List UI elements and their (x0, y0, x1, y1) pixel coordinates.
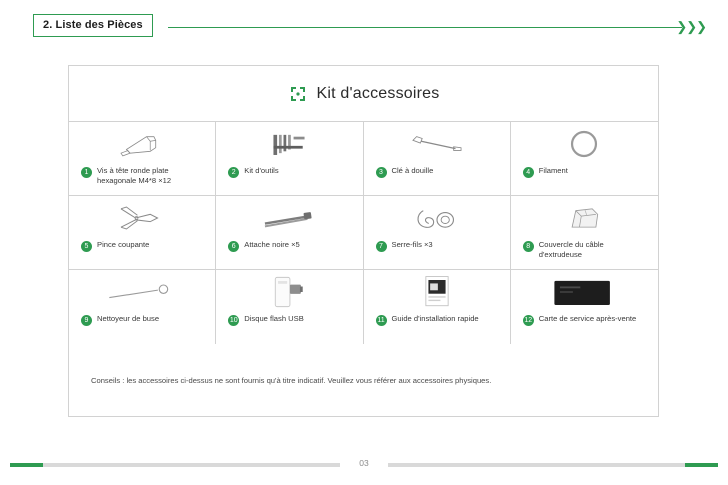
accessory-number-badge: 10 (229, 317, 238, 324)
quick-start-guide-icon (364, 270, 510, 314)
screw-icon (69, 122, 215, 166)
accessory-label-row (216, 240, 362, 252)
accessory-item (511, 270, 658, 344)
accessory-item (69, 270, 216, 344)
accessory-label: Guide d'installation rapide (391, 314, 479, 323)
page-number: 03 (359, 458, 369, 468)
accessory-label-row (364, 166, 510, 178)
accessory-item (216, 196, 363, 270)
section-tag: 2. Liste des Pièces (33, 14, 153, 37)
accessory-label-row (511, 166, 658, 178)
accessory-label-row (364, 314, 510, 326)
accessory-label-row (216, 166, 362, 178)
nozzle-cleaner-icon (69, 270, 215, 314)
accessory-number-badge: 2 (228, 167, 239, 178)
accessory-label-row (511, 240, 658, 259)
accessory-label: Carte de service après-vente (538, 314, 637, 323)
header-divider (168, 27, 682, 28)
footnote (69, 344, 658, 416)
after-sales-card-icon (511, 270, 658, 314)
extruder-cable-cover-icon (511, 196, 658, 240)
accessory-label-row (364, 240, 510, 252)
accessory-number-badge: 3 (376, 167, 387, 178)
page-footer (0, 458, 728, 472)
accessory-label-row (69, 166, 215, 185)
wire-clip-icon (364, 196, 510, 240)
tool-kit-icon (216, 122, 362, 166)
filament-spool-icon (511, 122, 658, 166)
accessory-label: Disque flash USB (244, 314, 304, 323)
accessory-number-badge: 5 (81, 241, 92, 252)
accessory-number-badge: 1 (81, 167, 92, 178)
accessory-label: Clé à douille (391, 166, 434, 175)
accessory-item (511, 196, 658, 270)
accessory-label: Nettoyeur de buse (97, 314, 160, 323)
panel-title-row (69, 66, 658, 121)
accessory-label: Attache noire ×5 (244, 240, 300, 249)
accessory-number-badge: 12 (524, 317, 533, 324)
chevrons-right-icon: ❯❯❯ (676, 19, 706, 34)
footnote-text: Conseils : les accessoires ci-dessus ne sont fournis qu'à titre indicatif. Veuillez vous référer aux accessoires physiques. (91, 375, 492, 385)
accessory-label: Kit d'outils (244, 166, 279, 175)
accessory-label: Couvercle du câble d'extrudeuse (538, 240, 604, 259)
cutting-pliers-icon (69, 196, 215, 240)
accessory-item (69, 122, 216, 196)
accessory-label-row (216, 314, 362, 326)
panel-title: Kit d'accessoires (316, 84, 440, 102)
accessory-number-badge: 7 (376, 241, 387, 252)
usb-flash-drive-icon (216, 270, 362, 314)
accessory-label: Vis à tête ronde plate hexagonale M4*8 ×12 (97, 166, 172, 185)
cable-tie-icon (216, 196, 362, 240)
accessory-label: Filament (538, 166, 568, 175)
accessory-label-row (69, 314, 215, 326)
socket-wrench-icon (364, 122, 510, 166)
accessory-item (69, 196, 216, 270)
accessory-number-badge: 9 (81, 315, 92, 326)
accessory-item (216, 270, 363, 344)
footer-bar-right (388, 463, 718, 467)
accessory-item (364, 196, 511, 270)
accessory-label-row (511, 314, 658, 326)
accessory-label: Serre-fils ×3 (391, 240, 433, 249)
accessory-item (364, 122, 511, 196)
accessory-grid (69, 121, 658, 344)
footer-accent-right (685, 463, 718, 467)
accessory-number-badge: 6 (228, 241, 239, 252)
accessory-label: Pince coupante (97, 240, 150, 249)
accessory-number-badge: 11 (377, 317, 385, 324)
accessory-label-row (69, 240, 215, 252)
accessory-number-badge: 8 (523, 241, 534, 252)
accessory-kit-icon (288, 84, 308, 104)
accessory-item (511, 122, 658, 196)
accessory-item (216, 122, 363, 196)
page-header (0, 14, 728, 40)
accessory-item (364, 270, 511, 344)
accessory-number-badge: 4 (523, 167, 534, 178)
accessory-kit-panel (68, 65, 659, 417)
